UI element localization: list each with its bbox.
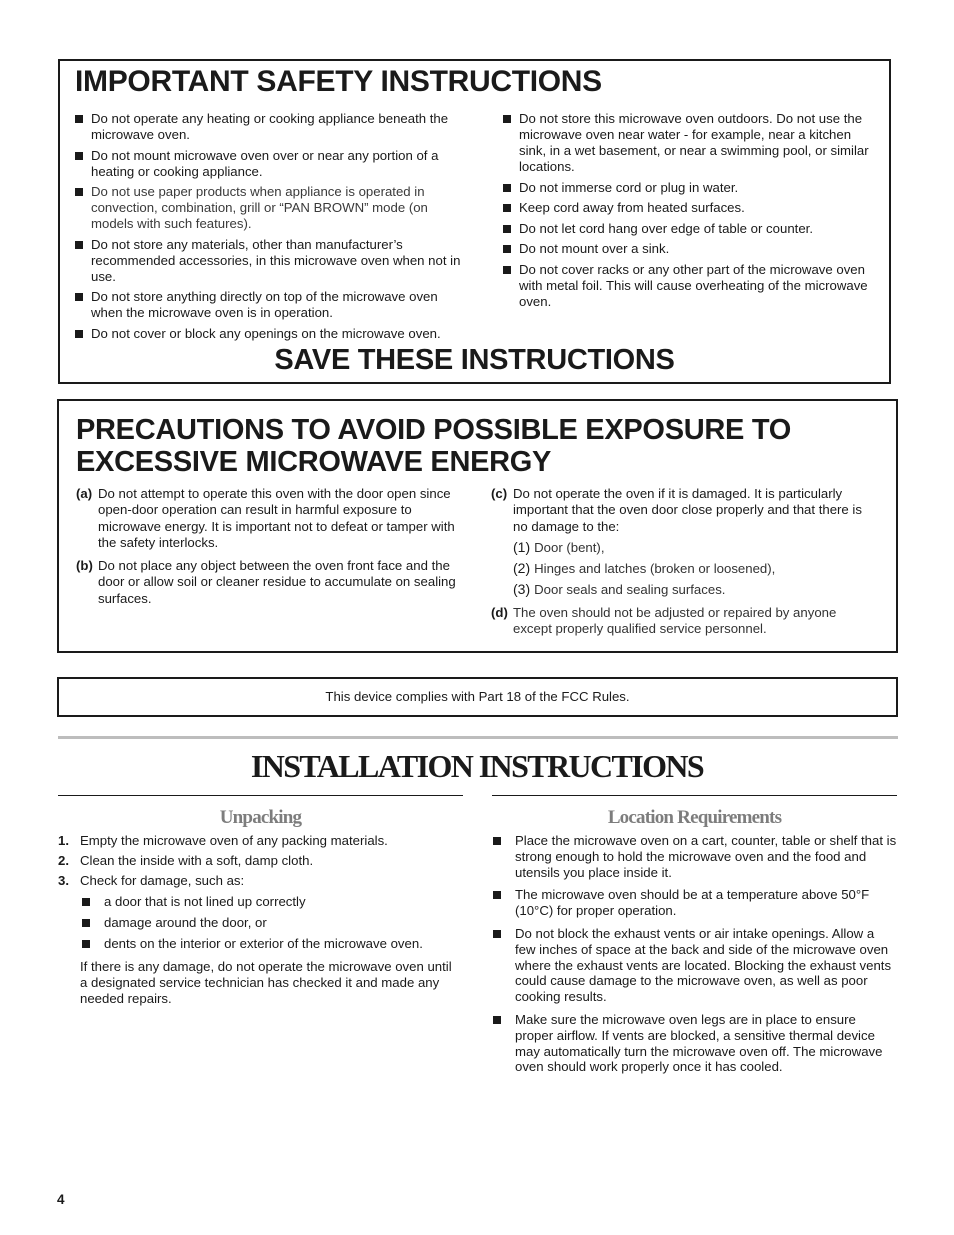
location-requirements-list [493,833,897,1082]
safety-title: IMPORTANT SAFETY INSTRUCTIONS [75,65,602,98]
damage-sublist [513,539,876,598]
list-item: Do not mount over a sink. [503,241,869,257]
square-bullet-icon [82,898,90,906]
list-item: Do not block the exhaust vents or air intake openings. Allow a few inches of space at the back and side of the microwave oven where the exhaust vents are located. Blocking the exhaust vents could cause damage to the microwave oven, as well as poor cooking results. [493,926,897,1005]
list-item: Do not store any materials, other than manufacturer’s recommended accessories, in this microwave oven when not in use. [75,237,472,285]
square-bullet-icon [493,930,501,938]
safety-list-left [75,111,472,346]
square-bullet-icon [75,152,83,160]
safety-instructions-box [58,59,891,384]
list-item: 2. Clean the inside with a soft, damp cloth. [58,853,314,868]
list-item: Do not use paper products when appliance is operated in convection, combination, grill or “PAN BROWN” mode (on models with such features). [75,184,472,232]
list-item: (a) Do not attempt to operate this oven with the door open since open-door operation can result in harmful exposure to microwave energy. It is important not to defeat or tamper with the safety interlocks. [76,486,455,550]
list-item: (b) Do not place any object between the oven front face and the door or allow soil or cleaner residue to accumulate on sealing surfaces. [76,558,456,606]
square-bullet-icon [503,245,511,253]
list-item: (1) Door (bent), [513,538,605,555]
installation-title: INSTALLATION INSTRUCTIONS [250,748,704,784]
fcc-compliance-box [57,677,898,717]
list-item: Do not mount microwave oven over or near any portion of a heating or cooking appliance. [75,148,472,180]
unpacking-steps [58,833,468,957]
list-item: 1. Empty the microwave oven of any packing materials. [58,833,388,848]
square-bullet-icon [493,837,501,845]
square-bullet-icon [493,891,501,899]
list-item: Do not immerse cord or plug in water. [503,180,869,196]
square-bullet-icon [75,241,83,249]
list-item: Do not cover racks or any other part of the microwave oven with metal foil. This will cause overheating of the microwave oven. [503,262,869,310]
precautions-list-left [76,486,461,614]
square-bullet-icon [82,940,90,948]
list-item: Do not let cord hang over edge of table or counter. [503,221,869,237]
list-item: damage around the door, or [80,915,468,931]
square-bullet-icon [503,115,511,123]
list-item: dents on the interior or exterior of the microwave oven. [80,936,468,952]
damage-examples [80,894,468,952]
square-bullet-icon [75,188,83,196]
fcc-compliance-text: This device complies with Part 18 of the FCC Rules. [325,689,630,704]
precautions-title-line1: PRECAUTIONS TO AVOID POSSIBLE EXPOSURE TO [76,414,791,446]
list-item: (d) The oven should not be adjusted or repaired by anyone except properly qualified service personnel. [491,604,837,637]
square-bullet-icon [503,266,511,274]
precautions-title [76,414,791,478]
location-rule [492,795,897,796]
page-number: 4 [57,1192,65,1207]
save-instructions-heading: SAVE THESE INSTRUCTIONS [274,344,675,376]
list-item: a door that is not lined up correctly [80,894,468,910]
damage-note: If there is any damage, do not operate the microwave oven until a designated service technician has checked it and made any needed repairs. [80,959,452,1006]
unpacking-rule [58,795,463,796]
square-bullet-icon [503,225,511,233]
location-heading: Location Requirements [607,807,782,828]
list-item: (2) Hinges and latches (broken or loosened), [513,559,776,576]
list-item: (3) Door seals and sealing surfaces. [513,580,726,597]
list-item: 3. Check for damage, such as: a door that is not lined up correctly damage around the door, or dents on the interior or exterior of the microwave oven. [58,873,468,952]
precautions-box [57,399,898,653]
square-bullet-icon [493,1016,501,1024]
square-bullet-icon [75,330,83,338]
square-bullet-icon [75,293,83,301]
safety-list-right [503,111,869,314]
unpacking-heading: Unpacking [219,807,302,828]
precautions-list-right [491,486,876,644]
square-bullet-icon [82,919,90,927]
section-divider [58,736,898,739]
list-item: Do not cover or block any openings on the microwave oven. [75,326,472,342]
square-bullet-icon [503,184,511,192]
list-item: The microwave oven should be at a temperature above 50°F (10°C) for proper operation. [493,887,897,919]
list-item: Do not store this microwave oven outdoors. Do not use the microwave oven near water - for example, near a kitchen sink, in a wet basement, or near a swimming pool, or similar locations. [503,111,869,175]
square-bullet-icon [503,204,511,212]
list-item: Do not store anything directly on top of the microwave oven when the microwave oven is in operation. [75,289,472,321]
precautions-title-line2: EXCESSIVE MICROWAVE ENERGY [76,446,552,478]
list-item: Keep cord away from heated surfaces. [503,200,869,216]
list-item: Do not operate any heating or cooking appliance beneath the microwave oven. [75,111,472,143]
list-item: Make sure the microwave oven legs are in place to ensure proper airflow. If vents are blocked, a sensitive thermal device may automatically turn the microwave oven off. The microwave oven should work properly once it has cooled. [493,1012,897,1075]
square-bullet-icon [75,115,83,123]
list-item: Place the microwave oven on a cart, counter, table or shelf that is strong enough to hold the microwave oven and the food and utensils you place inside it. [493,833,897,880]
list-item: (c) Do not operate the oven if it is damaged. It is particularly important that the oven door close properly and that there is no damage to the: (1) Door (bent), (2) Hinges and latches (broken or loosened), (3) Door seals and sealing surfaces. [491,486,876,598]
